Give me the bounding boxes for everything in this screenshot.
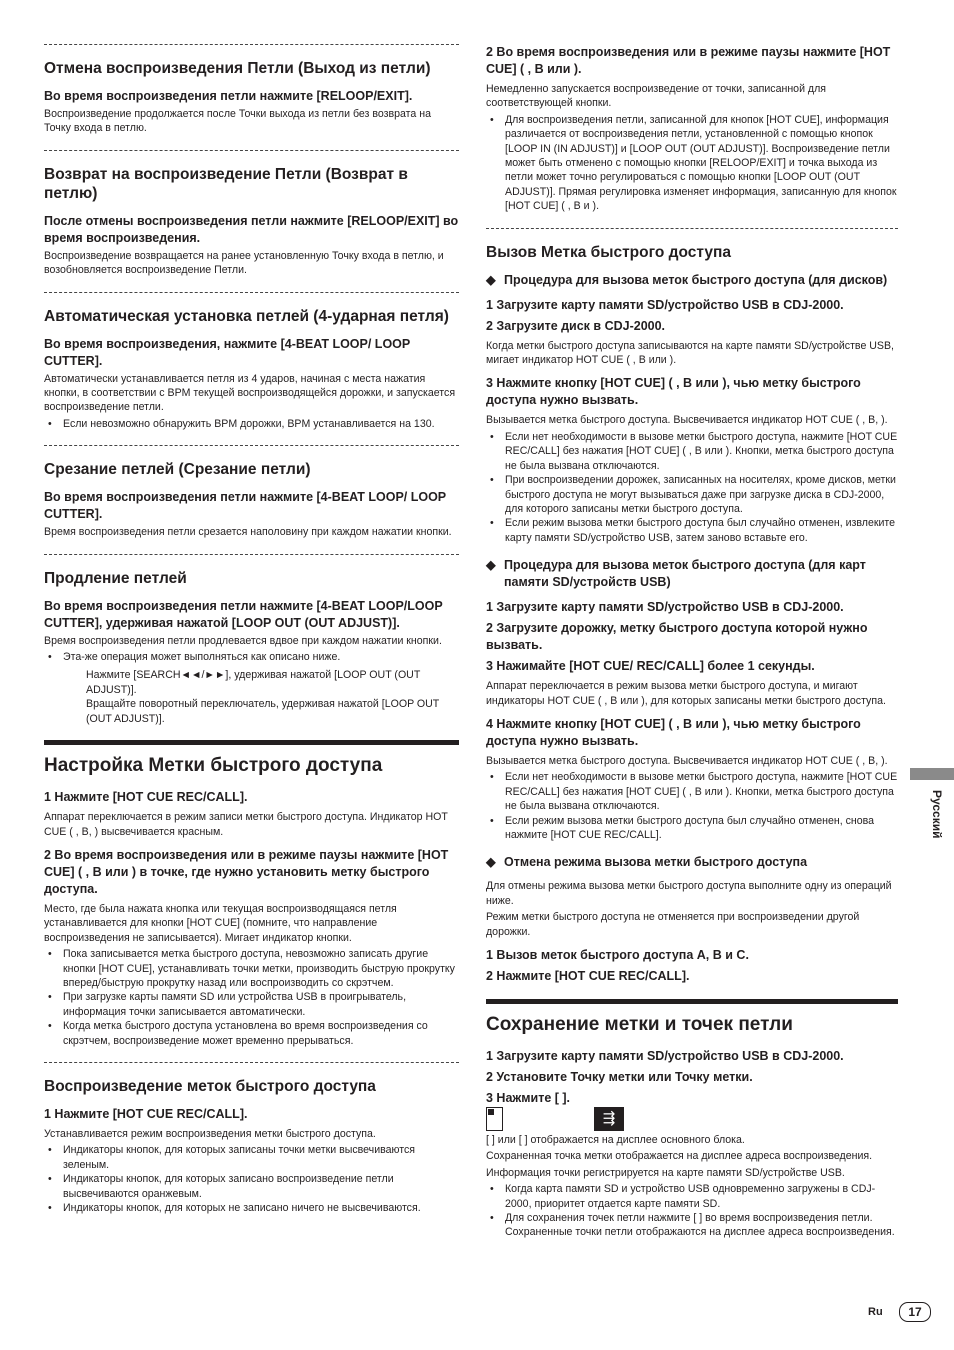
body-text: Воспроизведение возвращается на ранее установленную Точку входа в петлю, и возобновляется воспроизведение Петли. xyxy=(44,249,444,277)
body-text: Аппарат переключается в режим вызова метки быстрого доступа, и мигают индикаторы HOT CUE ( , B или ), для которых записаны метки быстрого доступа. xyxy=(486,680,886,707)
bullet-list xyxy=(486,430,898,545)
bullet: • Индикаторы кнопок, для которых не записано ничего не высвечиваются. xyxy=(44,1201,459,1215)
procedure-heading xyxy=(486,272,898,289)
section-hot-cue-call xyxy=(486,243,898,985)
instruction: Во время воспроизведения, нажмите [4-BEAT LOOP/ LOOP CUTTER]. xyxy=(44,336,410,368)
bullet: • Для сохранения точек петли нажмите [ ] во время воспроизведения петли. Сохраненные точки петли отображаются на дисплее адреса воспроизведения. xyxy=(486,1211,898,1240)
section-hot-cue-playback-cont xyxy=(486,44,898,214)
sub-item: Нажмите [SEARCH◄◄/►►], удерживая нажатой [LOOP OUT (OUT ADJUST)]. xyxy=(86,669,421,696)
usb-icon: ⇶ xyxy=(594,1107,624,1131)
divider xyxy=(44,150,459,151)
section-hot-cue-setting xyxy=(44,754,459,1048)
bullet: • Если режим вызова метки быстрого доступа был случайно отменен, извлеките карту памяти SD/устройство USB, затем заново вставьте его. xyxy=(486,516,898,545)
body-text: [ ] или [ ] отображается на дисплее основного блока. xyxy=(486,1134,745,1146)
bullet: • Когда метка быстрого доступа установлена во время воспроизведения со скрэтчем, воспроизведение может временно прерываться. xyxy=(44,1019,459,1048)
heading: Вызов Метка быстрого доступа xyxy=(486,243,731,261)
step: 3 Нажмите [ ]. xyxy=(486,1091,571,1105)
icon-row xyxy=(486,1111,898,1133)
step: 2 Во время воспроизведения или в режиме паузы нажмите [HOT CUE] ( , B или ) в точке, где нужно установить метку быстрого доступа. xyxy=(44,847,449,896)
section-loop-extend xyxy=(44,569,459,726)
diamond-icon: ◆ xyxy=(486,855,496,870)
body-text: Время воспроизведения петли срезается наполовину при каждом нажатии кнопки. xyxy=(44,526,452,539)
procedure-text: Процедура для вызова меток быстрого доступа (для дисков) xyxy=(504,272,888,287)
bullet: • Если нет необходимости в вызове метки быстрого доступа, нажмите [HOT CUE REC/CALL] без нажатия [HOT CUE] ( , B или ). Кнопки, метка быстрого доступа не была вызвана отключаются. xyxy=(486,430,898,473)
bullet: • Индикаторы кнопок, для которых записано воспроизведение петли высвечиваются оранжевым. xyxy=(44,1172,459,1201)
page-number: 17 xyxy=(899,1302,931,1322)
heading: Воспроизведение меток быстрого доступа xyxy=(44,1077,376,1095)
bullet: • Когда карта памяти SD и устройство USB одновременно загружены в CDJ-2000, приоритет отдается карте памяти SD. xyxy=(486,1182,898,1211)
bullet: • Эта-же операция может выполняться как описано ниже. xyxy=(44,650,459,664)
instruction: Во время воспроизведения петли нажмите [4-BEAT LOOP/ LOOP CUTTER]. xyxy=(44,490,446,522)
step: 3 Нажимайте [HOT CUE/ REC/CALL] более 1 секунды. xyxy=(486,659,815,674)
section-save-points xyxy=(486,1013,898,1240)
step: 1 Нажмите [HOT CUE REC/CALL]. xyxy=(44,790,248,805)
step: 1 Загрузите карту памяти SD/устройство USB в CDJ-2000. xyxy=(486,297,844,312)
right-column xyxy=(486,44,898,1254)
bullet-list xyxy=(486,113,898,214)
step: 2 Нажмите [HOT CUE REC/CALL]. xyxy=(486,969,690,983)
step: 4 Нажмите кнопку [HOT CUE] ( , B или ), чью метку быстрого доступа нужно вызвать. xyxy=(486,716,861,748)
section-loop-cutter xyxy=(44,460,459,539)
bullet: • Если нет необходимости в вызове метки быстрого доступа, нажмите [HOT CUE REC/CALL] без нажатия [HOT CUE] ( , B или ). Кнопки, метка быстрого доступа не была вызвана отключаются. xyxy=(486,770,898,813)
step: 1 Загрузите карту памяти SD/устройство USB в CDJ-2000. xyxy=(486,1049,844,1063)
step: 1 Нажмите [HOT CUE REC/CALL]. xyxy=(44,1106,248,1121)
heading: Продление петлей xyxy=(44,569,187,587)
bullet-list xyxy=(44,947,459,1048)
body-text: Когда метки быстрого доступа записываются на карте памяти SD/устройстве USB, мигает индикатор HOT CUE ( , B или ). xyxy=(486,339,895,367)
body-text: Информация точки регистрируется на карте памяти SD/устройстве USB. xyxy=(486,1166,845,1179)
procedure-text: Отмена режима вызова метки быстрого доступа xyxy=(504,855,808,870)
bullet-list xyxy=(44,417,459,431)
bullet-list xyxy=(486,770,898,842)
step: 2 Загрузите диск в CDJ-2000. xyxy=(486,318,666,333)
procedure-text: Процедура для вызова меток быстрого доступа (для карт памяти SD/устройств USB) xyxy=(504,558,866,590)
body-text: Режим метки быстрого доступа не отменяется при воспроизведении другой дорожки. xyxy=(486,911,860,938)
diamond-icon: ◆ xyxy=(486,272,496,287)
bullet: • Для воспроизведения петли, записанной для кнопок [HOT CUE], информация различается от воспроизведения петли, установленной с помощью кнопок [LOOP IN (IN ADJUST)] и [LOOP OUT (OUT ADJUST)]. Воспроизведение петли может быть отменено с помощью кнопки [RELOOP/EXIT] и точка выхода из петли может точно регулироваться с помощью кнопки [LOOP OUT (OUT ADJUST)]. Прямая регулировка изменяет информация, записанную для кнопок [HOT CUE] ( , B и ). xyxy=(486,113,898,214)
section-loop-exit xyxy=(44,59,459,136)
spacer xyxy=(486,846,898,852)
body-text: Воспроизведение продолжается после Точки выхода из петли без возврата на Точку входа в петлю. xyxy=(44,108,431,135)
body-text: Автоматически устанавливается петля из 4 ударов, начиная с места нажатия кнопки, в соответствии с BPM текущей воспроизводящейся дорожки, и запускается воспроизведение петли. xyxy=(44,372,456,414)
divider xyxy=(44,1062,459,1063)
footer-language: Ru xyxy=(868,1306,883,1318)
step: 1 Вызов меток быстрого доступа A, B и C. xyxy=(486,948,749,962)
heading-major: Сохранение метки и точек петли xyxy=(486,1014,793,1035)
divider xyxy=(44,292,459,293)
step: 1 Загрузите карту памяти SD/устройство USB в CDJ-2000. xyxy=(486,600,844,615)
step: 2 Загрузите дорожку, метку быстрого доступа которой нужно вызвать. xyxy=(486,621,868,653)
body-text: Устанавливается режим воспроизведения метки быстрого доступа. xyxy=(44,1127,376,1140)
section-hot-cue-playback xyxy=(44,1077,459,1215)
instruction: Во время воспроизведения петли нажмите [RELOOP/EXIT]. xyxy=(44,89,413,103)
bullet: • При загрузке карты памяти SD или устройства USB в проигрыватель, информация точки записывается автоматически. xyxy=(44,990,459,1019)
bullet: • Если невозможно обнаружить BPM дорожки, BPM устанавливается на 130. xyxy=(44,417,459,431)
language-tab xyxy=(910,768,954,780)
divider xyxy=(44,554,459,555)
body-text: Вызывается метка быстрого доступа. Высвечивается индикатор HOT CUE ( , B, ). xyxy=(486,414,888,427)
body-text: Немедленно запускается воспроизведение от точки, записанной для соответствующей кнопки. xyxy=(486,83,827,110)
step: 2 Во время воспроизведения или в режиме паузы нажмите [HOT CUE] ( , B или ). xyxy=(486,45,891,76)
heading: Возврат на воспроизведение Петли (Возврат в петлю) xyxy=(44,165,408,202)
body-text: Место, где была нажата кнопка или текущая воспроизводящаяся петля устанавливается для кнопки [HOT CUE] (помните, что направление воспроизведения не записывается). Мигает индикатор кнопки. xyxy=(44,902,397,944)
step: 3 Нажмите кнопку [HOT CUE] ( , B или ), чью метку быстрого доступа нужно вызвать. xyxy=(486,376,861,408)
bullet-list xyxy=(44,650,459,664)
body-text: Вызывается метка быстрого доступа. Высвечивается индикатор HOT CUE ( , B, ). xyxy=(486,754,888,767)
body-text: Для отмены режима вызова метки быстрого доступа выполните одну из операций ниже. xyxy=(486,880,892,907)
heading: Автоматическая установка петлей (4-ударная петля) xyxy=(44,307,449,325)
section-auto-beat-loop xyxy=(44,307,459,432)
bullet: • Индикаторы кнопок, для которых записаны точки метки высвечиваются зеленым. xyxy=(44,1143,459,1172)
diamond-icon: ◆ xyxy=(486,558,496,573)
heading: Срезание петлей (Срезание петли) xyxy=(44,461,311,479)
body-text: Аппарат переключается в режим записи метки быстрого доступа. Индикатор HOT CUE ( , B, ) высвечивается красным. xyxy=(44,811,448,838)
bullet-list xyxy=(486,1182,898,1240)
instruction: После отмены воспроизведения петли нажмите [RELOOP/EXIT] во время воспроизведения. xyxy=(44,213,459,245)
language-label: Русский xyxy=(930,790,944,839)
body-text: Сохраненная точка метки отображается на дисплее адреса воспроизведения. xyxy=(486,1150,873,1163)
bullet: • Если режим вызова метки быстрого доступа был случайно отменен, снова нажмите [HOT CUE REC/CALL]. xyxy=(486,814,898,843)
heading: Отмена воспроизведения Петли (Выход из петли) xyxy=(44,60,431,77)
heading-major: Настройка Метки быстрого доступа xyxy=(44,755,383,777)
divider xyxy=(44,44,459,45)
procedure-heading xyxy=(486,557,898,591)
section-rule xyxy=(44,740,459,745)
bullet-list xyxy=(44,1143,459,1215)
section-rule xyxy=(486,999,898,1004)
divider xyxy=(486,228,898,229)
left-column xyxy=(44,44,459,1229)
step: 2 Установите Точку метки или Точку метки. xyxy=(486,1070,753,1084)
instruction: Во время воспроизведения петли нажмите [4-BEAT LOOP/LOOP CUTTER], удерживая нажатой [LOOP OUT (OUT ADJUST)]. xyxy=(44,598,443,630)
sd-card-icon xyxy=(486,1107,503,1131)
body-text: Время воспроизведения петли продлевается вдвое при каждом нажатии кнопки. xyxy=(44,634,442,647)
section-reloop xyxy=(44,165,459,278)
bullet: • Пока записывается метка быстрого доступа, невозможно записать другие кнопки [HOT CUE], устанавливать точки метки, производить быструю прокрутку вперед/быструю прокрутку назад или воспроизводить со скрэтчем. xyxy=(44,947,459,990)
divider xyxy=(44,445,459,446)
spacer xyxy=(486,549,898,555)
procedure-heading xyxy=(486,854,898,871)
sub-item: Вращайте поворотный переключатель, удерживая нажатой [LOOP OUT (OUT ADJUST)]. xyxy=(86,698,440,725)
bullet: • При воспроизведении дорожек, записанных на носителях, кроме дисков, метки быстрого доступа не могут вызываться даже при загрузке диска в CDJ-2000, для которого записаны метки быстрого доступа. xyxy=(486,473,898,516)
